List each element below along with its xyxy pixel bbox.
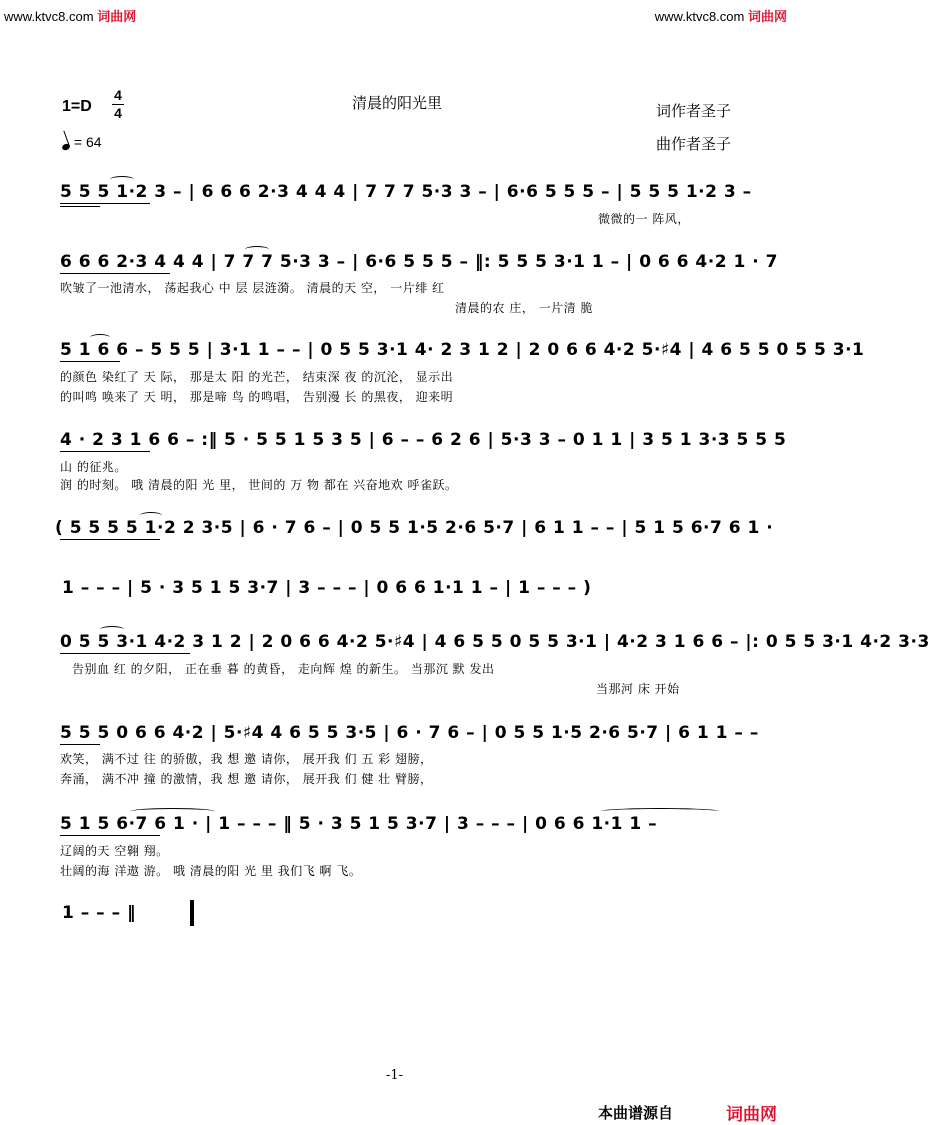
slur-arc xyxy=(130,808,215,815)
score-row-1: 5 5 5 1·2 3 – | 6 6 6 2·3 4 4 4 | 7 7 7 5·3 3 – | 6·6 5 5 5 – | 5 5 5 1·2 3 – xyxy=(60,182,752,202)
lyric-row-2-line-2: 清晨的农 庄， 一片清 脆 xyxy=(455,301,593,315)
header-tag-left: 词曲网 xyxy=(97,9,137,24)
score-row-6: 1 – – – | 5 · 3 5 1 5 3·7 | 3 – – – | 0 6 6 1·1 1 – | 1 – – – ) xyxy=(62,578,592,598)
quarter-note-icon xyxy=(61,143,71,151)
key-signature: 1=D xyxy=(62,98,92,115)
time-denominator: 4 xyxy=(114,105,122,121)
lyric-row-7-line-2: 当那河 床 开始 xyxy=(596,682,680,696)
composer: 曲作者圣子 xyxy=(655,135,731,153)
lyric-row-4-line-2: 润 的时刻。 哦 清晨的阳 光 里， 世间的 万 物 都在 兴奋地欢 呼雀跃。 xyxy=(60,478,458,492)
slur-arc xyxy=(110,176,134,183)
time-signature xyxy=(112,88,124,121)
header-site-left: www.ktvc8.com 词曲网 xyxy=(4,9,137,24)
header-site-right: www.ktvc8.com 词曲网 xyxy=(654,9,787,24)
lyric-row-3-line-2: 的叫鸣 唤来了 天 明， 那是啼 鸟 的鸣唱， 告别漫 长 的黑夜， 迎来明 xyxy=(60,390,454,404)
beam-line xyxy=(60,451,150,452)
tempo-marking: = 64 xyxy=(62,134,102,150)
lyric-row-9-line-1: 辽阔的天 空翱 翔。 xyxy=(60,844,169,858)
beam-line xyxy=(60,539,160,540)
beam-line xyxy=(60,206,100,207)
footer-source-label: 本曲谱源自 xyxy=(597,1104,673,1122)
song-title: 清晨的阳光里 xyxy=(352,94,443,112)
beam-line xyxy=(60,273,170,274)
beam-line xyxy=(60,361,120,362)
beam-line xyxy=(60,653,190,654)
final-barline xyxy=(190,900,194,926)
lyric-row-1-line-1: 微微的一 阵风， xyxy=(598,212,690,226)
time-numerator: 4 xyxy=(114,87,122,103)
lyric-row-3-line-1: 的颜色 染红了 天 际， 那是太 阳 的光芒， 结束深 夜 的沉沦， 显示出 xyxy=(60,370,454,384)
score-row-8: 5 5 5 0 6 6 4·2 | 5·♯4 4 6 5 5 3·5 | 6 · 7 6 – | 0 5 5 1·5 2·6 5·7 | 6 1 1 – – xyxy=(60,723,759,743)
slur-arc xyxy=(140,512,162,519)
lyric-row-4-line-1: 山 的征兆。 xyxy=(60,460,127,474)
slur-arc xyxy=(100,626,124,633)
header-tag-right: 词曲网 xyxy=(747,9,787,24)
slur-arc xyxy=(90,334,110,341)
lyric-row-7-line-1: 告别血 红 的夕阳， 正在垂 暮 的黄昏， 走向辉 煌 的新生。 当那沉 默 发出 xyxy=(72,662,495,676)
lyric-row-8-line-1: 欢笑， 满不过 往 的骄傲，我 想 邀 请你， 展开我 们 五 彩 翅膀， xyxy=(60,752,433,766)
score-row-2: 6 6 6 2·3 4 4 4 | 7 7 7 5·3 3 – | 6·6 5 5 5 – ‖: 5 5 5 3·1 1 – | 0 6 6 4·2 1 · 7 xyxy=(60,252,778,272)
score-row-4: 4 · 2 3 1 6 6 – :‖ 5 · 5 5 1 5 3 5 | 6 – – 6 2 6 | 5·3 3 – 0 1 1 | 3 5 1 3·3 5 5 5 xyxy=(60,430,787,450)
score-row-10: 1 – – – ‖ xyxy=(62,903,137,923)
page-number: -1- xyxy=(386,1068,404,1083)
lyric-row-8-line-2: 奔涌， 满不冲 撞 的激情，我 想 邀 请你， 展开我 们 健 壮 臂膀， xyxy=(60,772,433,786)
beam-line xyxy=(60,203,150,204)
score-row-3: 5 1 6 6 – 5 5 5 | 3·1 1 – – | 0 5 5 3·1 4· 2 3 1 2 | 2 0 6 6 4·2 5·♯4 | 4 6 5 5 0 5 5 3·1 xyxy=(60,340,865,360)
beam-line xyxy=(60,744,100,745)
score-row-7: 0 5 5 3·1 4·2 3 1 2 | 2 0 6 6 4·2 5·♯4 | 4 6 5 5 0 5 5 3·1 | 4·2 3 1 6 6 – |: 0 5 5 3·1 4·2 3·3 xyxy=(60,632,930,652)
beam-line xyxy=(60,835,160,836)
score-row-5: ( 5 5 5 5 1·2 2 3·5 | 6 · 7 6 – | 0 5 5 1·5 2·6 5·7 | 6 1 1 – – | 5 1 5 6·7 6 1 · xyxy=(55,518,774,538)
footer-logo: 词曲网 xyxy=(726,1105,777,1125)
slur-arc xyxy=(245,246,269,253)
lyric-row-2-line-1: 吹皱了一池清水， 荡起我心 中 层 层涟漪。 清晨的天 空， 一片绯 红 xyxy=(60,281,445,295)
lyricist: 词作者圣子 xyxy=(655,102,731,120)
lyric-row-9-line-2: 壮阔的海 洋遨 游。 哦 清晨的阳 光 里 我们飞 啊 飞。 xyxy=(60,864,362,878)
slur-arc xyxy=(600,808,720,815)
score-row-9: 5 1 5 6·7 6 1 · | 1 – – – ‖ 5 · 3 5 1 5 3·7 | 3 – – – | 0 6 6 1·1 1 – xyxy=(60,814,658,834)
